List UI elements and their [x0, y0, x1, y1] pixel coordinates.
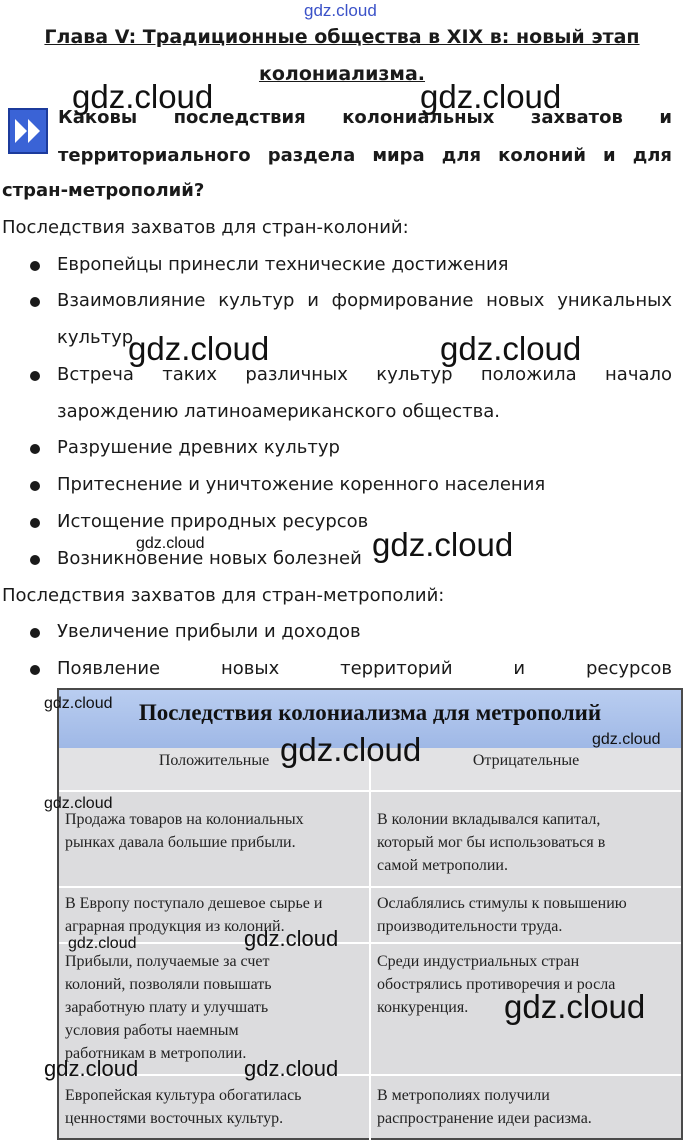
chapter-title-line2: колониализма.	[258, 63, 426, 85]
bullet	[30, 628, 40, 638]
list-item: Встреча таких различных культур положила начало	[57, 364, 672, 385]
column-divider	[369, 748, 371, 1140]
table-cell: Ослаблялись стимулы к повышению производительности труда.	[377, 895, 627, 935]
list-item: Появление новых территорий и ресурсов	[57, 658, 672, 679]
table-cell: В Европу поступало дешевое сырье и аграрная продукция из колоний.	[65, 895, 323, 935]
watermark: gdz.cloud	[504, 988, 646, 1025]
watermark: gdz.cloud	[128, 330, 270, 367]
question-line1: Каковы последствия колониальных захватов и	[58, 107, 672, 128]
column-header-positive: Положительные	[158, 752, 270, 769]
list-item-continuation: культур	[57, 327, 134, 348]
table-cell: В метрополиях получили распространение идеи расизма.	[377, 1087, 592, 1127]
watermark: gdz.cloud	[44, 1056, 139, 1081]
table-title: Последствия колониализма для метрополий	[138, 700, 602, 725]
question-line3: стран-метрополий?	[2, 180, 205, 201]
bullet	[30, 371, 40, 381]
watermark: gdz.cloud	[44, 795, 113, 812]
watermark: gdz.cloud	[592, 731, 661, 748]
table-cell: Среди индустриальных стран обострялись противоречия и росла конкуренция.	[377, 953, 616, 1016]
list-item: Притеснение и уничтожение коренного населения	[57, 474, 546, 495]
watermark: gdz.cloud	[72, 78, 214, 115]
list-item: Взаимовлияние культур и формирование новых уникальных	[57, 290, 672, 311]
watermark: gdz.cloud	[136, 535, 205, 552]
bullet	[30, 261, 40, 271]
bullet	[30, 297, 40, 307]
watermark: gdz.cloud	[244, 926, 339, 951]
table-cell: В колонии вкладывался капитал, который мог бы использоваться в самой метрополии.	[377, 811, 606, 874]
bullet	[30, 444, 40, 454]
column-header-negative: Отрицательные	[472, 752, 580, 769]
fast-forward-icon	[8, 108, 48, 154]
bullet	[30, 555, 40, 565]
bullet	[30, 481, 40, 491]
watermark: gdz.cloud	[372, 526, 514, 563]
watermark: gdz.cloud	[68, 935, 137, 952]
watermark: gdz.cloud	[440, 330, 582, 367]
watermark: gdz.cloud	[280, 731, 422, 768]
table-cell: Продажа товаров на колониальных рынках давала большие прибыли.	[65, 811, 304, 851]
question-line2: территориального раздела мира для колоний и для	[58, 145, 672, 166]
list-item-continuation: зарождению латиноамериканского общества.	[57, 401, 500, 422]
colonies-heading: Последствия захватов для стран-колоний:	[2, 217, 409, 238]
watermark: gdz.cloud	[420, 78, 562, 115]
watermark: gdz.cloud	[44, 695, 113, 712]
bullet	[30, 518, 40, 528]
list-item: Возникновение новых болезней	[57, 548, 362, 569]
chapter-title-line1: Глава V: Традиционные общества в XIX в: новый этап	[44, 26, 640, 48]
table-cell: Европейская культура обогатилась ценностями восточных культур.	[65, 1087, 302, 1127]
list-item: Истощение природных ресурсов	[57, 511, 369, 532]
bullet	[30, 665, 40, 675]
list-item: Увеличение прибыли и доходов	[57, 621, 361, 642]
list-item: Разрушение древних культур	[57, 437, 340, 458]
metropolies-heading: Последствия захватов для стран-метрополий:	[2, 585, 445, 606]
watermark: gdz.cloud	[244, 1056, 339, 1081]
table-cell: Прибыли, получаемые за счет колоний, позволяли повышать заработную плату и улучшать условия работы наемным работникам в метрополии.	[65, 953, 272, 1062]
list-item: Европейцы принесли технические достижения	[57, 254, 509, 275]
watermark-top: gdz.cloud	[304, 1, 377, 20]
